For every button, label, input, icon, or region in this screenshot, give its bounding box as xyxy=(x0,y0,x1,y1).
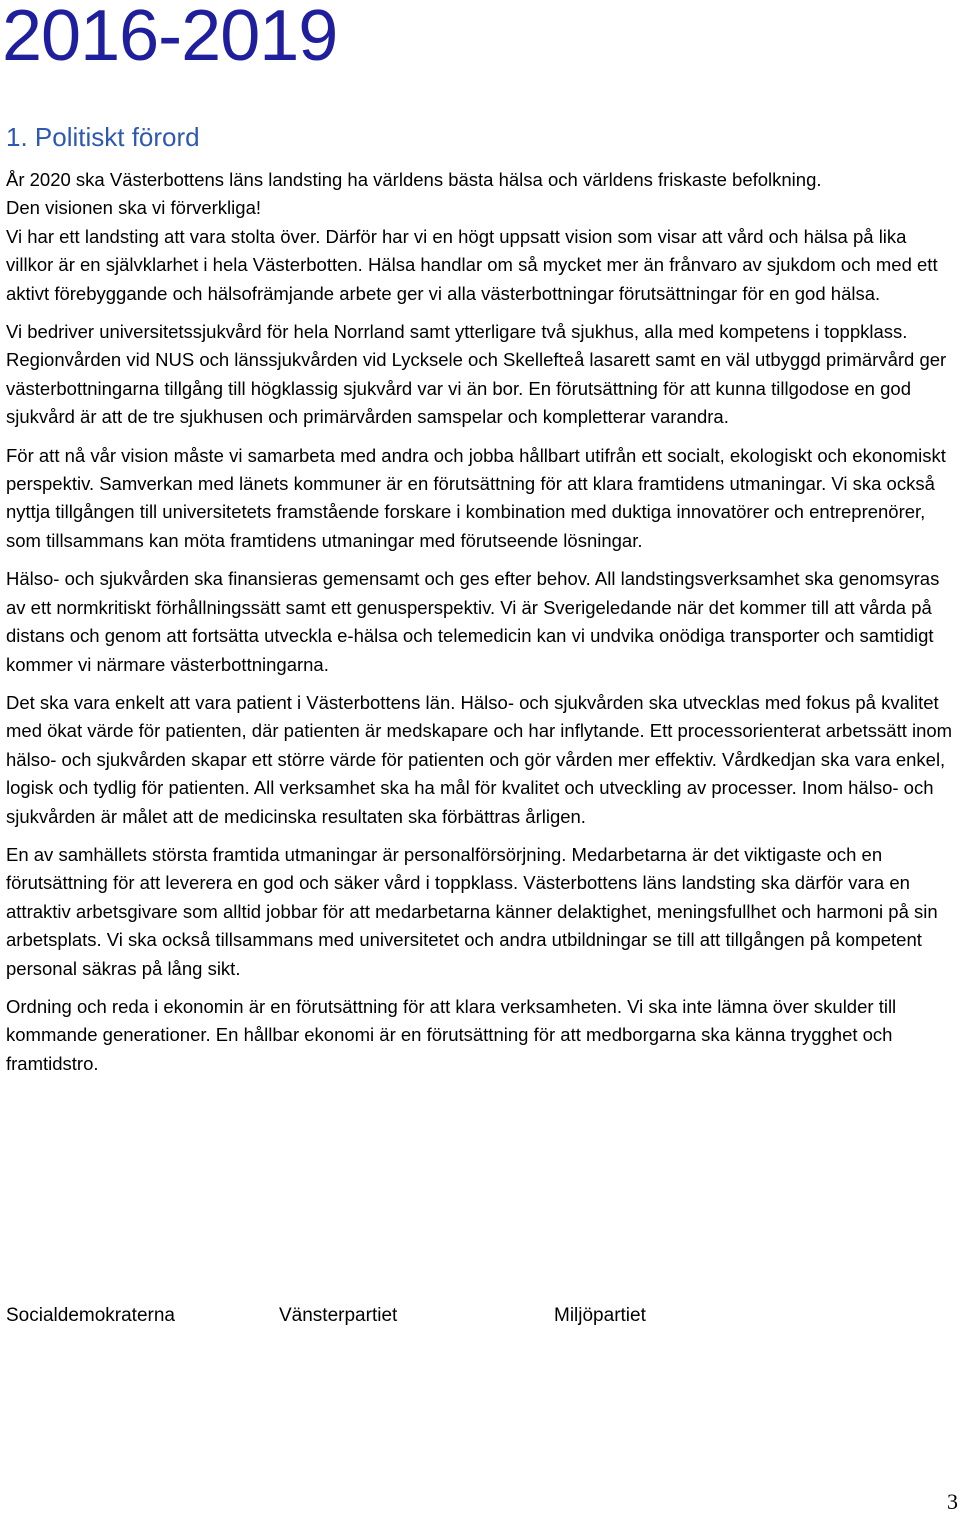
paragraph-patient: Det ska vara enkelt att vara patient i Västerbottens län. Hälso- och sjukvården ska utvecklas med fokus på kvalitet med ökat värde för patienten, där patienten är medskapare och har inflytande. Ett processorienterat arbetssätt inom hälso- och sjukvården skapar ett större värde för patienten och gör vården mer effektiv. Vårdkedjan ska vara enkel, logisk och tydlig för patienten. All verksamhet ska ha mål för kvalitet och utveckling av processer. Inom hälso- och sjukvården är målet att de medicinska resultaten ska förbättras årligen. xyxy=(6,691,953,827)
section-heading: 1. Politiskt förord xyxy=(6,122,200,152)
paragraph-healthcare: Vi bedriver universitetssjukvård för hela Norrland samt ytterligare två sjukhus, alla med kompetens i toppklass. Regionvården vid NUS och länssjukvården vid Lycksele och Skellefteå lasarett samt en väl utbyggd primärvård ger västerbottningarna tillgång till högklassig sjukvård var vi än bor. En förutsättning för att kunna tillgodose en god sjukvård är att de tre sjukhusen och primärvården samspelar och kompletterar varandra. xyxy=(6,321,947,428)
paragraph-economy: Ordning och reda i ekonomin är en förutsättning för att klara verksamheten. Vi ska inte lämna över skulder till kommande generationer. En hållbar ekonomi är en förutsättning för att medborgarna ska känna trygghet och framtidstro. xyxy=(6,995,897,1074)
signatory-socialdemokraterna: Socialdemokraterna xyxy=(6,1305,175,1326)
signatory-miljopartiet: Miljöpartiet xyxy=(554,1305,646,1326)
paragraph-cooperation: För att nå vår vision måste vi samarbeta med andra och jobba hållbart utifrån ett socialt, ekologiskt och ekonomiskt perspektiv. Samverkan med länets kommuner är en förutsättning för att klara framtidens utmaningar. Vi ska också nyttja tillgången till universitetets framstående forskare i kombination med duktiga innovatörer och entreprenörer, som tillsammans kan möta framtidens utmaningar med förutseende lösningar. xyxy=(6,444,946,551)
paragraph-staffing: En av samhällets största framtida utmaningar är personalförsörjning. Medarbetarna är det viktigaste och en förutsättning för att leverera en god och säker vård i toppklass. Västerbottens läns landsting ska därför vara en attraktiv arbetsgivare som alltid jobbar för att medarbetarna känner delaktighet, meningsfullhet och harmoni på sin arbetsplats. Vi ska också tillsammans med universitetet och andra utbildningar se till att tillgången på kompetent personal säkras på lång sikt. xyxy=(6,843,938,979)
signatory-vansterpartiet: Vänsterpartiet xyxy=(279,1305,398,1326)
paragraph-vision: År 2020 ska Västerbottens läns landsting ha världens bästa hälsa och världens friskaste befolkning. xyxy=(6,169,822,190)
paragraph-vision-call: Den visionen ska vi förverkliga! xyxy=(6,197,261,219)
body-text xyxy=(6,166,954,1088)
page-number: 3 xyxy=(947,1489,958,1514)
document-title: 2016-2019 xyxy=(2,0,338,76)
paragraph-financing: Hälso- och sjukvården ska finansieras gemensamt och ges efter behov. All landstingsverksamhet ska genomsyras av ett normkritiskt förhållningssätt samt ett genusperspektiv. Vi är Sverigeledande när det kommer till att vårda på distans och genom att fortsätta utveckla e-hälsa och telemedicin kan vi undvika onödiga transporter och samtidigt kommer vi närmare västerbottningarna. xyxy=(6,568,940,675)
paragraph-health: Vi har ett landsting att vara stolta över. Därför har vi en högt uppsatt vision som visar att vård och hälsa på lika villkor är en självklarhet i hela Västerbotten. Hälsa handlar om så mycket mer än frånvaro av sjukdom och med ett aktivt förebyggande och hälsofrämjande arbete ger vi alla västerbottningar förutsättningar för en god hälsa. xyxy=(6,225,938,304)
signatures xyxy=(6,1300,946,1332)
